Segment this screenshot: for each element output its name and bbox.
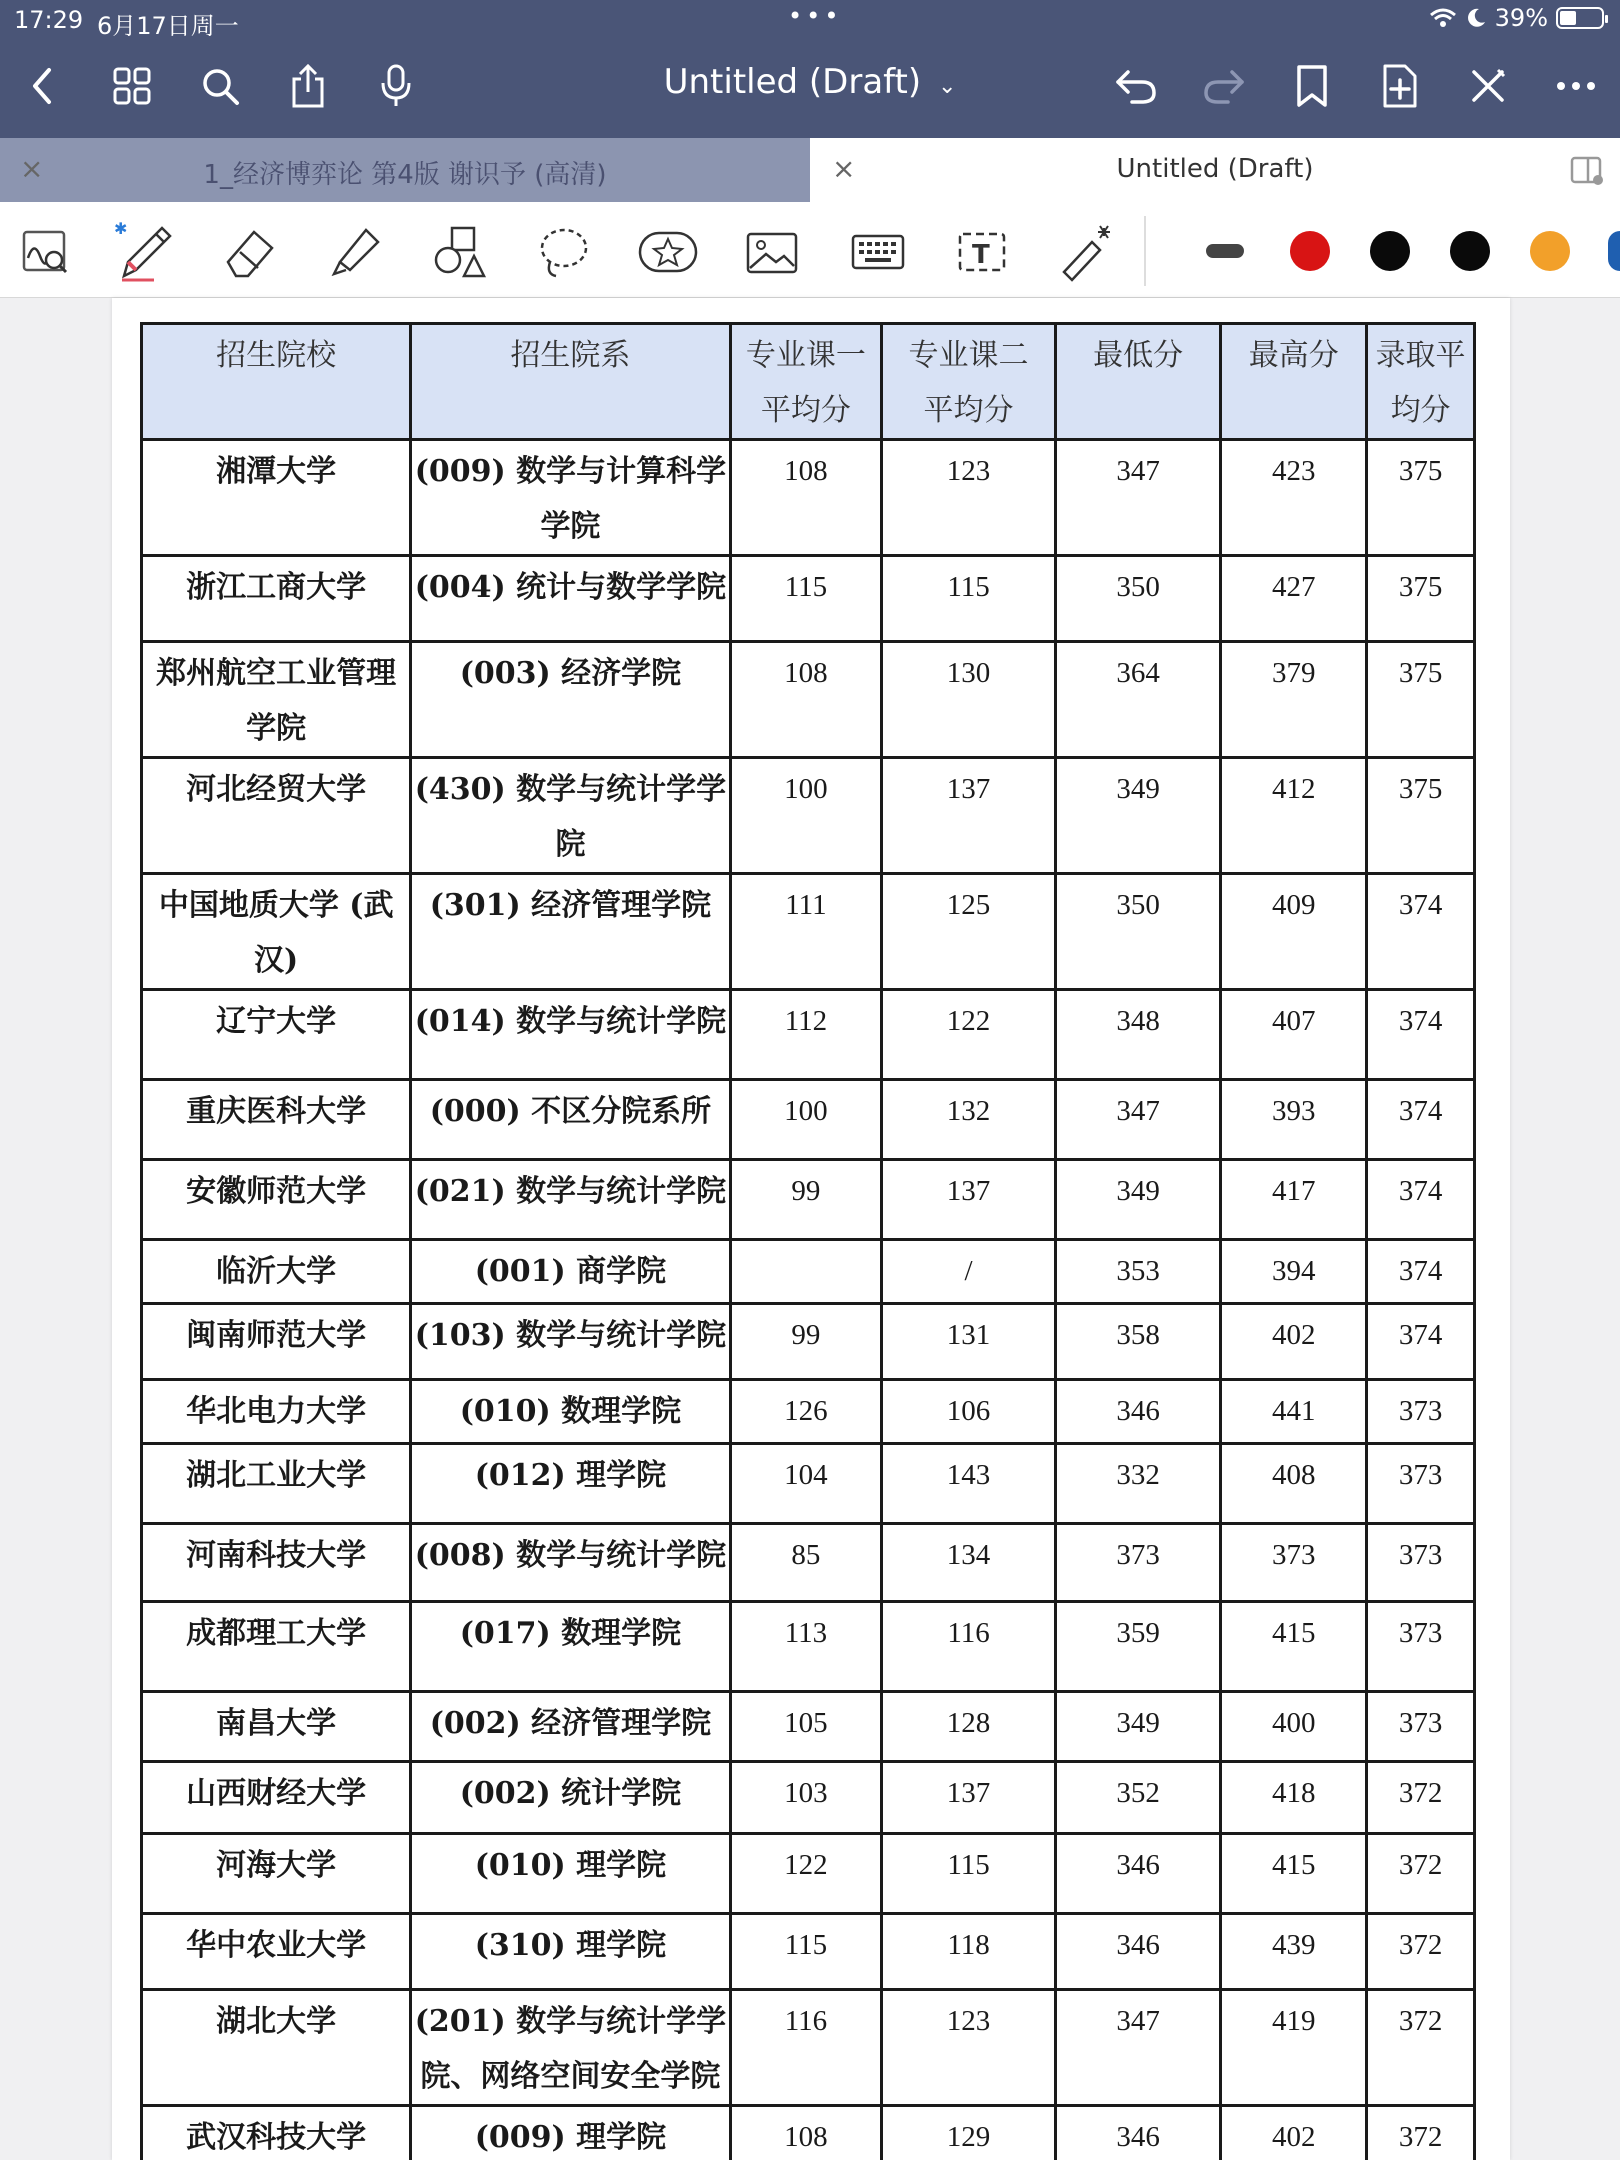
cell-course1-avg: 111 bbox=[730, 874, 882, 990]
share-icon bbox=[288, 63, 328, 109]
cell-course2-avg: 132 bbox=[882, 1080, 1056, 1160]
cell-course1-avg bbox=[730, 1240, 882, 1304]
cell-min-score: 346 bbox=[1055, 2106, 1221, 2160]
document-page[interactable] bbox=[112, 298, 1510, 2160]
cell-course2-avg: 122 bbox=[882, 990, 1056, 1080]
cell-department: (201) 数学与统计学学院、网络空间安全学院 bbox=[411, 1990, 730, 2106]
image-tool[interactable] bbox=[740, 220, 804, 284]
table-row bbox=[142, 874, 1475, 990]
cell-max-score: 417 bbox=[1221, 1160, 1367, 1240]
cell-min-score: 347 bbox=[1055, 440, 1221, 556]
cell-course2-avg: / bbox=[882, 1240, 1056, 1304]
cell-max-score: 409 bbox=[1221, 874, 1367, 990]
thumbnails-button[interactable] bbox=[104, 58, 160, 114]
cell-admit-avg: 373 bbox=[1367, 1602, 1475, 1692]
pen-tool[interactable] bbox=[114, 220, 178, 284]
table-row bbox=[142, 758, 1475, 874]
cell-course2-avg: 131 bbox=[882, 1304, 1056, 1380]
cell-admit-avg: 375 bbox=[1367, 440, 1475, 556]
table-row bbox=[142, 1380, 1475, 1444]
table-row bbox=[142, 556, 1475, 642]
table-row bbox=[142, 1444, 1475, 1524]
header-department bbox=[411, 324, 730, 440]
cell-school: 山西财经大学 bbox=[142, 1762, 411, 1834]
cell-min-score: 373 bbox=[1055, 1524, 1221, 1602]
tab-bar bbox=[0, 138, 1620, 202]
undo-button[interactable] bbox=[1108, 58, 1164, 114]
table-row bbox=[142, 1304, 1475, 1380]
cell-min-score: 364 bbox=[1055, 642, 1221, 758]
cell-course1-avg: 104 bbox=[730, 1444, 882, 1524]
lasso-icon bbox=[534, 222, 594, 282]
cell-admit-avg: 373 bbox=[1367, 1692, 1475, 1762]
cell-admit-avg: 374 bbox=[1367, 990, 1475, 1080]
cell-course2-avg: 137 bbox=[882, 1762, 1056, 1834]
text-box-icon bbox=[954, 228, 1010, 276]
cell-admit-avg: 374 bbox=[1367, 1080, 1475, 1160]
cell-admit-avg: 375 bbox=[1367, 642, 1475, 758]
header-line: 专业课一 bbox=[745, 338, 866, 373]
cell-course2-avg: 106 bbox=[882, 1380, 1056, 1444]
document-title[interactable]: Untitled (Draft) ⌄ bbox=[663, 62, 957, 102]
table-row bbox=[142, 642, 1475, 758]
header-course2-avg bbox=[882, 324, 1056, 440]
top-bar bbox=[0, 0, 1620, 138]
cell-min-score: 349 bbox=[1055, 758, 1221, 874]
cell-admit-avg: 372 bbox=[1367, 1914, 1475, 1990]
cell-department: (021) 数学与统计学院 bbox=[411, 1160, 730, 1240]
cell-course1-avg: 105 bbox=[730, 1692, 882, 1762]
cell-max-score: 419 bbox=[1221, 1990, 1367, 2106]
highlighter-icon bbox=[326, 222, 386, 282]
cell-school: 河海大学 bbox=[142, 1834, 411, 1914]
cell-min-score: 347 bbox=[1055, 1990, 1221, 2106]
cell-school: 河南科技大学 bbox=[142, 1524, 411, 1602]
sticker-icon bbox=[637, 227, 699, 277]
cell-min-score: 346 bbox=[1055, 1380, 1221, 1444]
cell-course2-avg: 115 bbox=[882, 1834, 1056, 1914]
microphone-icon bbox=[378, 63, 414, 109]
cell-admit-avg: 372 bbox=[1367, 1834, 1475, 1914]
cell-course2-avg: 123 bbox=[882, 440, 1056, 556]
keyboard-tool[interactable] bbox=[846, 220, 910, 284]
cell-min-score: 332 bbox=[1055, 1444, 1221, 1524]
zoom-window-icon bbox=[20, 228, 72, 276]
cell-course2-avg: 123 bbox=[882, 1990, 1056, 2106]
bookmark-button[interactable] bbox=[1284, 58, 1340, 114]
cell-course1-avg: 85 bbox=[730, 1524, 882, 1602]
redo-icon bbox=[1202, 66, 1246, 106]
tab-label: Untitled (Draft) bbox=[1116, 154, 1314, 184]
cell-department: (009) 数学与计算科学学院 bbox=[411, 440, 730, 556]
cell-course1-avg: 115 bbox=[730, 1914, 882, 1990]
table-row bbox=[142, 1240, 1475, 1304]
cell-department: (010) 理学院 bbox=[411, 1834, 730, 1914]
add-page-icon bbox=[1381, 63, 1419, 109]
cell-course2-avg: 137 bbox=[882, 758, 1056, 874]
cell-department: (103) 数学与统计学院 bbox=[411, 1304, 730, 1380]
cell-min-score: 352 bbox=[1055, 1762, 1221, 1834]
header-line: 招生院校 bbox=[216, 338, 337, 373]
table-row bbox=[142, 1524, 1475, 1602]
color-swatch-orange[interactable] bbox=[1530, 231, 1570, 271]
cell-school: 湘潭大学 bbox=[142, 440, 411, 556]
table-row bbox=[142, 1080, 1475, 1160]
header-line: 最低分 bbox=[1093, 338, 1184, 373]
status-date: 6月17日周一 bbox=[97, 12, 239, 40]
cell-min-score: 349 bbox=[1055, 1692, 1221, 1762]
cell-course1-avg: 99 bbox=[730, 1160, 882, 1240]
tab-ebook[interactable] bbox=[0, 138, 810, 202]
cell-max-score: 441 bbox=[1221, 1380, 1367, 1444]
cell-school: 闽南师范大学 bbox=[142, 1304, 411, 1380]
color-swatch-black[interactable] bbox=[1370, 231, 1410, 271]
split-view-icon[interactable] bbox=[1570, 154, 1604, 186]
table-row bbox=[142, 1160, 1475, 1240]
cell-admit-avg: 374 bbox=[1367, 1240, 1475, 1304]
cell-course1-avg: 108 bbox=[730, 2106, 882, 2160]
cell-admit-avg: 373 bbox=[1367, 1444, 1475, 1524]
image-icon bbox=[744, 228, 800, 276]
cell-max-score: 412 bbox=[1221, 758, 1367, 874]
microphone-button[interactable] bbox=[368, 58, 424, 114]
admission-score-table bbox=[140, 322, 1476, 2160]
cell-course2-avg: 125 bbox=[882, 874, 1056, 990]
cell-department: (009) 理学院 bbox=[411, 2106, 730, 2160]
share-button[interactable] bbox=[280, 58, 336, 114]
cell-max-score: 379 bbox=[1221, 642, 1367, 758]
close-pen-icon bbox=[1468, 66, 1508, 106]
table-header-row bbox=[142, 324, 1475, 440]
cell-course2-avg: 130 bbox=[882, 642, 1056, 758]
table-row bbox=[142, 440, 1475, 556]
tab-label: 1_经济博弈论 第4版 谢识予 (高清) bbox=[203, 160, 607, 190]
cell-max-score: 415 bbox=[1221, 1602, 1367, 1692]
cell-max-score: 415 bbox=[1221, 1834, 1367, 1914]
search-icon bbox=[200, 66, 240, 106]
text-box-tool[interactable] bbox=[950, 220, 1014, 284]
cell-course1-avg: 103 bbox=[730, 1762, 882, 1834]
cell-school: 浙江工商大学 bbox=[142, 556, 411, 642]
cell-course1-avg: 116 bbox=[730, 1990, 882, 2106]
cell-school: 河北经贸大学 bbox=[142, 758, 411, 874]
cell-school: 成都理工大学 bbox=[142, 1602, 411, 1692]
color-swatch-blue[interactable] bbox=[1608, 231, 1620, 271]
cell-course1-avg: 122 bbox=[730, 1834, 882, 1914]
cell-course1-avg: 115 bbox=[730, 556, 882, 642]
header-school bbox=[142, 324, 411, 440]
cell-course2-avg: 129 bbox=[882, 2106, 1056, 2160]
cell-course1-avg: 126 bbox=[730, 1380, 882, 1444]
header-course1-avg bbox=[730, 324, 882, 440]
table-row bbox=[142, 1834, 1475, 1914]
chevron-down-icon: ⌄ bbox=[937, 74, 957, 99]
cell-department: (000) 不区分院系所 bbox=[411, 1080, 730, 1160]
cell-course1-avg: 113 bbox=[730, 1602, 882, 1692]
cell-course2-avg: 115 bbox=[882, 556, 1056, 642]
header-line: 平均分 bbox=[760, 393, 851, 428]
header-admit-avg bbox=[1367, 324, 1475, 440]
close-icon[interactable]: × bbox=[20, 152, 44, 185]
highlighter-tool[interactable] bbox=[324, 220, 388, 284]
cell-course2-avg: 134 bbox=[882, 1524, 1056, 1602]
cell-school: 中国地质大学 (武汉) bbox=[142, 874, 411, 990]
cell-min-score: 347 bbox=[1055, 1080, 1221, 1160]
cell-department: (430) 数学与统计学学院 bbox=[411, 758, 730, 874]
cell-department: (014) 数学与统计学院 bbox=[411, 990, 730, 1080]
cell-course1-avg: 100 bbox=[730, 758, 882, 874]
svg-text:✱: ✱ bbox=[114, 220, 128, 238]
cell-min-score: 350 bbox=[1055, 556, 1221, 642]
battery-icon bbox=[1556, 7, 1604, 29]
cell-school: 郑州航空工业管理学院 bbox=[142, 642, 411, 758]
eraser-icon bbox=[220, 222, 280, 282]
cell-course2-avg: 116 bbox=[882, 1602, 1056, 1692]
cell-department: (008) 数学与统计学院 bbox=[411, 1524, 730, 1602]
battery-percent: 39% bbox=[1494, 4, 1548, 32]
more-icon bbox=[1556, 81, 1596, 91]
cell-max-score: 393 bbox=[1221, 1080, 1367, 1160]
svg-text:T: T bbox=[972, 240, 990, 270]
lasso-tool[interactable] bbox=[532, 220, 596, 284]
cell-department: (001) 商学院 bbox=[411, 1240, 730, 1304]
color-swatch-red[interactable] bbox=[1290, 231, 1330, 271]
cell-school: 武汉科技大学 bbox=[142, 2106, 411, 2160]
cell-department: (010) 数理学院 bbox=[411, 1380, 730, 1444]
table-body bbox=[142, 440, 1475, 2160]
close-tools-button[interactable] bbox=[1460, 58, 1516, 114]
cell-department: (017) 数理学院 bbox=[411, 1602, 730, 1692]
more-button[interactable] bbox=[1548, 58, 1604, 114]
status-time: 17:29 bbox=[14, 6, 84, 34]
cell-department: (301) 经济管理学院 bbox=[411, 874, 730, 990]
cell-max-score: 373 bbox=[1221, 1524, 1367, 1602]
bookmark-icon bbox=[1295, 64, 1329, 108]
table-row bbox=[142, 990, 1475, 1080]
laser-pointer-icon bbox=[1056, 222, 1116, 282]
cell-max-score: 400 bbox=[1221, 1692, 1367, 1762]
cell-school: 安徽师范大学 bbox=[142, 1160, 411, 1240]
header-line: 招生院系 bbox=[510, 338, 631, 373]
tab-untitled-draft[interactable] bbox=[810, 138, 1620, 202]
cell-min-score: 346 bbox=[1055, 1914, 1221, 1990]
cell-admit-avg: 374 bbox=[1367, 1160, 1475, 1240]
cell-department: (002) 统计学院 bbox=[411, 1762, 730, 1834]
cell-course1-avg: 108 bbox=[730, 642, 882, 758]
cell-department: (002) 经济管理学院 bbox=[411, 1692, 730, 1762]
close-icon[interactable]: × bbox=[832, 152, 856, 185]
cell-admit-avg: 374 bbox=[1367, 874, 1475, 990]
add-page-button[interactable] bbox=[1372, 58, 1428, 114]
header-min-score bbox=[1055, 324, 1221, 440]
cell-admit-avg: 375 bbox=[1367, 556, 1475, 642]
cell-course1-avg: 100 bbox=[730, 1080, 882, 1160]
eraser-tool[interactable] bbox=[218, 220, 282, 284]
cell-admit-avg: 372 bbox=[1367, 1990, 1475, 2106]
cell-course1-avg: 99 bbox=[730, 1304, 882, 1380]
cell-department: (310) 理学院 bbox=[411, 1914, 730, 1990]
cell-max-score: 427 bbox=[1221, 556, 1367, 642]
cell-min-score: 358 bbox=[1055, 1304, 1221, 1380]
cell-admit-avg: 374 bbox=[1367, 1304, 1475, 1380]
cell-min-score: 346 bbox=[1055, 1834, 1221, 1914]
keyboard-icon bbox=[850, 232, 906, 272]
cell-admit-avg: 372 bbox=[1367, 2106, 1475, 2160]
header-line: 平均分 bbox=[923, 393, 1014, 428]
cell-department: (012) 理学院 bbox=[411, 1444, 730, 1524]
status-right bbox=[1429, 4, 1604, 32]
cell-department: (004) 统计与数学学院 bbox=[411, 556, 730, 642]
toolbar-divider bbox=[1144, 216, 1146, 286]
cell-course2-avg: 118 bbox=[882, 1914, 1056, 1990]
cell-max-score: 407 bbox=[1221, 990, 1367, 1080]
multitask-dots-icon[interactable]: ••• bbox=[788, 2, 843, 30]
table-row bbox=[142, 2106, 1475, 2160]
chevron-left-icon bbox=[27, 66, 57, 106]
cell-course1-avg: 112 bbox=[730, 990, 882, 1080]
cell-min-score: 353 bbox=[1055, 1240, 1221, 1304]
color-swatch-black-2[interactable] bbox=[1450, 231, 1490, 271]
back-button[interactable] bbox=[14, 58, 70, 114]
pen-icon bbox=[114, 220, 178, 284]
cell-school: 辽宁大学 bbox=[142, 990, 411, 1080]
cell-course2-avg: 143 bbox=[882, 1444, 1056, 1524]
cell-admit-avg: 373 bbox=[1367, 1524, 1475, 1602]
status-bar bbox=[0, 0, 1620, 40]
grid-icon bbox=[112, 66, 152, 106]
cell-course2-avg: 128 bbox=[882, 1692, 1056, 1762]
cell-max-score: 394 bbox=[1221, 1240, 1367, 1304]
redo-button[interactable] bbox=[1196, 58, 1252, 114]
zoom-window-tool[interactable] bbox=[14, 220, 78, 284]
cell-max-score: 402 bbox=[1221, 2106, 1367, 2160]
cell-min-score: 359 bbox=[1055, 1602, 1221, 1692]
cell-min-score: 348 bbox=[1055, 990, 1221, 1080]
search-button[interactable] bbox=[192, 58, 248, 114]
cell-max-score: 418 bbox=[1221, 1762, 1367, 1834]
cell-course1-avg: 108 bbox=[730, 440, 882, 556]
cell-max-score: 439 bbox=[1221, 1914, 1367, 1990]
cell-max-score: 402 bbox=[1221, 1304, 1367, 1380]
table-row bbox=[142, 1914, 1475, 1990]
header-line: 专业课二 bbox=[908, 338, 1029, 373]
undo-icon bbox=[1114, 66, 1158, 106]
cell-max-score: 423 bbox=[1221, 440, 1367, 556]
cell-department: (003) 经济学院 bbox=[411, 642, 730, 758]
cell-min-score: 349 bbox=[1055, 1160, 1221, 1240]
elements-tool[interactable] bbox=[636, 220, 700, 284]
table-row bbox=[142, 1762, 1475, 1834]
header-max-score bbox=[1221, 324, 1367, 440]
cell-school: 湖北大学 bbox=[142, 1990, 411, 2106]
header-line: 最高分 bbox=[1248, 338, 1339, 373]
cell-course2-avg: 137 bbox=[882, 1160, 1056, 1240]
header-line: 录取平 bbox=[1375, 338, 1466, 373]
drawing-toolbar bbox=[0, 202, 1620, 298]
stroke-width-selector[interactable] bbox=[1206, 244, 1244, 258]
header-line: 均分 bbox=[1390, 393, 1451, 428]
table-row bbox=[142, 1990, 1475, 2106]
cell-school: 华中农业大学 bbox=[142, 1914, 411, 1990]
moon-icon bbox=[1465, 7, 1487, 29]
table-row bbox=[142, 1692, 1475, 1762]
cell-school: 临沂大学 bbox=[142, 1240, 411, 1304]
cell-school: 华北电力大学 bbox=[142, 1380, 411, 1444]
shapes-icon bbox=[430, 222, 490, 282]
cell-admit-avg: 375 bbox=[1367, 758, 1475, 874]
shapes-tool[interactable] bbox=[428, 220, 492, 284]
table-row bbox=[142, 1602, 1475, 1692]
cell-admit-avg: 373 bbox=[1367, 1380, 1475, 1444]
laser-pointer-tool[interactable] bbox=[1054, 220, 1118, 284]
wifi-icon bbox=[1429, 7, 1457, 29]
cell-min-score: 350 bbox=[1055, 874, 1221, 990]
cell-school: 重庆医科大学 bbox=[142, 1080, 411, 1160]
cell-school: 南昌大学 bbox=[142, 1692, 411, 1762]
cell-admit-avg: 372 bbox=[1367, 1762, 1475, 1834]
cell-max-score: 408 bbox=[1221, 1444, 1367, 1524]
cell-school: 湖北工业大学 bbox=[142, 1444, 411, 1524]
